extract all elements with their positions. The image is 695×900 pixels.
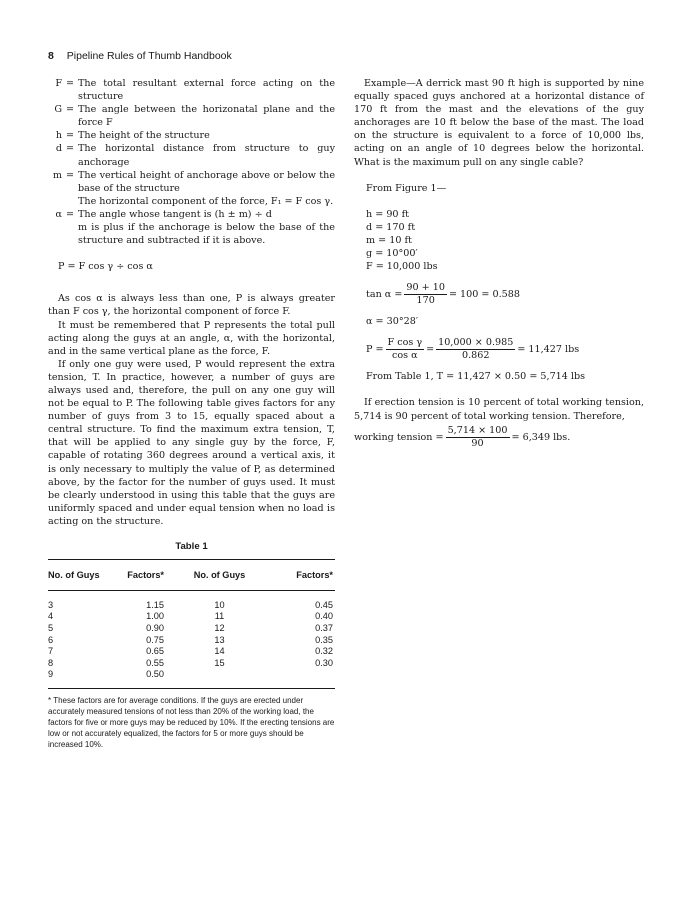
table-cell: 0.55	[146, 657, 164, 668]
given-f: F = 10,000 lbs	[366, 261, 438, 273]
guy-factor-table	[48, 541, 335, 750]
definition-m	[48, 169, 335, 195]
table-cell: 8	[48, 657, 54, 668]
table-cell: 5	[48, 622, 54, 633]
table-row	[48, 645, 335, 657]
table-cell: 4	[48, 611, 54, 622]
table-cell: 0.32	[315, 646, 333, 657]
tan-equation	[354, 279, 644, 309]
definition-h	[48, 129, 335, 142]
table-row	[48, 622, 335, 634]
def-equals: =	[65, 143, 75, 155]
alpha-result: α = 30°28′	[366, 316, 419, 328]
alpha-note: m is plus if the anchorage is below the base of the structure and subtracted if it is above.	[78, 222, 335, 247]
wt-numerator: 5,714 × 100	[447, 425, 508, 437]
def-equals: =	[65, 208, 75, 220]
table-row	[48, 599, 335, 611]
example-paragraph: Example—A derrick mast 90 ft high is supported by nine equally spaced guys anchored at a horizontal distance of 170 ft from the mast and the elevations of the guy anchorages are 10 ft below the base of the mast. The load on the structure is equivalent to a force of 10,000 lbs, acting on an angle of 10 degrees below the horizontal. What is the maximum pull on any single cable?	[354, 78, 644, 168]
table-header-row	[48, 560, 335, 590]
table-row	[48, 634, 335, 646]
p-denominator-symbolic: cos α	[392, 349, 418, 361]
def-text: The height of the structure	[78, 130, 210, 142]
p-equals: =	[426, 343, 435, 355]
column-header: Factors*	[296, 570, 333, 580]
from-figure: From Figure 1—	[366, 182, 447, 194]
p-rhs: = 11,427 lbs	[517, 343, 580, 355]
table-cell: 7	[48, 646, 54, 657]
body-paragraph: As cos α is always less than one, P is always greater than F cos γ, the horizontal component of force F.	[48, 293, 335, 318]
tan-fraction	[404, 282, 447, 307]
definition-d	[48, 142, 335, 168]
p-fraction-symbolic	[386, 337, 425, 362]
p-lhs: P =	[366, 343, 384, 355]
def-symbol: m	[52, 169, 62, 181]
def-text: The angle between the horizonatal plane and the force F	[78, 104, 335, 129]
body-paragraph: If only one guy were used, P would represent the extra tension, T. In practice, however, a number of guys are always used and, therefore, the pull on any one guy will not be equal to P. The following table gives factors for any number of guys from 3 to 15, equally spaced about a central structure. To find the maximum extra tension, T, that will be applied to any single guy by the force, F, capable of rotating 360 degrees around a vertical axis, it is only necessary to multiply the value of P, as determined above, by the factor for the number of guys used. It must be clearly understood in using this table that the guys are uniformly spaced and under equal tension when no load is acting on the structure.	[48, 358, 335, 527]
def-text: The total resultant external force acting on the structure	[78, 78, 335, 103]
table-cell: 14	[214, 646, 225, 657]
table-cell: 13	[214, 634, 225, 645]
wt-lhs: working tension =	[354, 432, 444, 444]
table-cell: 12	[214, 622, 225, 633]
given-g: g = 10°00′	[366, 248, 418, 260]
def-equals: =	[65, 104, 75, 116]
table-cell: 0.37	[315, 622, 333, 633]
table-cell: 1.15	[146, 599, 164, 610]
p-formula: P = F cos γ ÷ cos α	[58, 261, 153, 273]
table-cell: 0.65	[146, 646, 164, 657]
p-numerator-symbolic: F cos γ	[387, 336, 423, 348]
table-row	[48, 611, 335, 623]
wt-rhs: = 6,349 lbs.	[511, 432, 571, 444]
column-header: No. of Guys	[48, 570, 100, 580]
tan-rhs: = 100 = 0.588	[448, 288, 520, 300]
def-equals: =	[65, 130, 75, 142]
running-title: Pipeline Rules of Thumb Handbook	[66, 50, 232, 62]
def-text: The horizontal distance from structure to guy anchorage	[78, 143, 335, 168]
wt-fraction	[446, 425, 510, 450]
wt-denominator: 90	[471, 438, 484, 450]
table-body	[48, 591, 335, 688]
table-cell: 6	[48, 634, 54, 645]
right-column	[354, 77, 644, 453]
table-cell: 0.90	[146, 622, 164, 633]
p-equation	[354, 334, 644, 364]
table-cell: 0.50	[146, 669, 164, 680]
table-caption: Table 1	[175, 541, 208, 552]
table-cell: 11	[214, 611, 225, 622]
table-cell: 0.40	[315, 611, 333, 622]
table-cell: 15	[214, 657, 225, 668]
column-header: No. of Guys	[193, 570, 246, 580]
table-footnote: * These factors are for average conditions. If the guys are erected under accurately measured tensions of not less than 20% of the working load, the factors for five or more guys may be reduced by 10%. If the erecting tensions are low or not accurately equalized, the factors for 5 or more guys should be increased 10%.	[48, 696, 335, 750]
given-values	[354, 208, 644, 273]
tan-lhs: tan α =	[366, 288, 403, 300]
table-cell: 10	[214, 599, 225, 610]
table-cell: 0.30	[315, 657, 333, 668]
definition-f	[48, 77, 335, 103]
from-table: From Table 1, T = 11,427 × 0.50 = 5,714 lbs	[366, 371, 586, 383]
page-header	[48, 50, 232, 62]
table-cell: 1.00	[146, 611, 164, 622]
def-symbol: G	[54, 104, 62, 116]
horizontal-component-note: The horizontal component of the force, F₁ = F cos γ.	[78, 195, 334, 207]
table-row	[48, 657, 335, 669]
def-symbol: h	[55, 130, 62, 142]
column-header: Factors*	[127, 570, 164, 580]
p-denominator-numeric: 0.862	[462, 349, 490, 361]
working-tension-equation	[354, 423, 644, 453]
p-numerator-numeric: 10,000 × 0.985	[438, 336, 514, 348]
def-text: The angle whose tangent is (h ± m) ÷ d	[78, 208, 272, 220]
definition-g	[48, 103, 335, 129]
left-column	[48, 77, 335, 528]
given-d: d = 170 ft	[366, 221, 416, 233]
def-equals: =	[65, 169, 75, 181]
given-m: m = 10 ft	[366, 234, 412, 246]
tan-numerator: 90 + 10	[406, 281, 445, 293]
definition-alpha	[48, 208, 335, 221]
table-cell: 3	[48, 599, 54, 610]
table-cell: 0.45	[315, 599, 333, 610]
page-number: 8	[48, 50, 54, 62]
def-symbol: F	[55, 78, 62, 89]
def-text: The vertical height of anchorage above or below the base of the structure	[78, 169, 335, 194]
table-cell: 0.75	[146, 634, 164, 645]
def-symbol: d	[55, 143, 62, 155]
body-paragraph: It must be remembered that P represents the total pull acting along the guys at an angle, α, with the horizontal, and in the same vertical plane as the force, F.	[48, 319, 335, 357]
p-fraction-numeric	[436, 337, 515, 362]
tan-denominator: 170	[416, 294, 435, 306]
table-row	[48, 669, 335, 681]
erection-paragraph: If erection tension is 10 percent of total working tension, 5,714 is 90 percent of total working tension. Therefore,	[354, 397, 644, 422]
def-equals: =	[65, 78, 75, 89]
def-symbol: α	[55, 208, 62, 220]
table-cell: 9	[48, 669, 54, 680]
table-cell: 0.35	[315, 634, 333, 645]
given-h: h = 90 ft	[366, 208, 409, 220]
